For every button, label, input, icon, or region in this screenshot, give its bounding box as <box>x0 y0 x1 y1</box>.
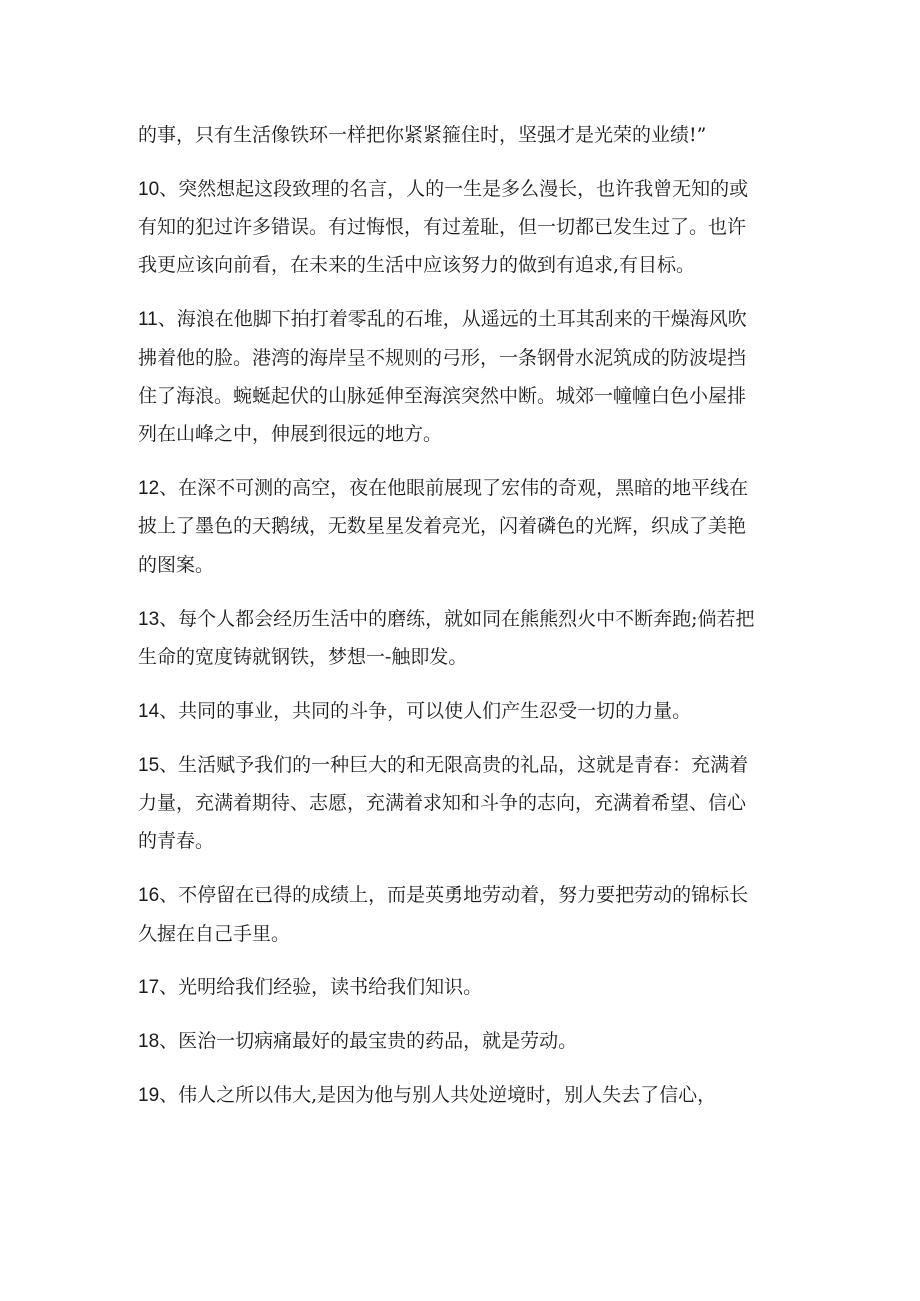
text-line: 16、不停留在已得的成绩上，而是英勇地劳动着，努力要把劳动的锦标长 <box>138 884 749 907</box>
paragraph-14 <box>138 692 798 730</box>
text-line: 的图案。 <box>138 553 215 576</box>
paragraph-18 <box>138 1022 798 1060</box>
document-body <box>138 116 798 1114</box>
item-number: 11 <box>138 309 158 331</box>
text-line: 13、每个人都会经历生活中的磨练，就如同在熊熊烈火中不断奔跑;倘若把 <box>138 607 755 630</box>
text-line: 久握在自己手里。 <box>138 922 291 945</box>
paragraph-15 <box>138 746 798 861</box>
item-number: 15 <box>138 754 160 776</box>
item-number: 12 <box>138 478 160 500</box>
text-line: 11、海浪在他脚下拍打着零乱的石堆，从遥远的土耳其刮来的干燥海风吹 <box>138 308 747 331</box>
text-line: 我更应该向前看，在未来的生活中应该努力的做到有追求,有目标。 <box>138 254 696 277</box>
text-line: 14、共同的事业，共同的斗争，可以使人们产生忍受一切的力量。 <box>138 699 692 722</box>
paragraph-13 <box>138 600 798 677</box>
text-line: 10、突然想起这段致理的名言，人的一生是多么漫长，也许我曾无知的或 <box>138 177 749 200</box>
text-line: 19、伟人之所以伟大,是因为他与别人共处逆境时，别人失去了信心， <box>138 1084 717 1107</box>
text-line: 12、在深不可测的高空，夜在他眼前展现了宏伟的奇观，黑暗的地平线在 <box>138 477 749 500</box>
text-line: 15、生活赋予我们的一种巨大的和无限高贵的礼品，这就是青春：充满着 <box>138 753 749 776</box>
paragraph-continuation <box>138 116 798 154</box>
paragraph-19 <box>138 1076 798 1114</box>
item-number: 18 <box>138 1031 160 1053</box>
item-number: 13 <box>138 608 160 630</box>
text-line: 拂着他的脸。港湾的海岸呈不规则的弓形，一条钢骨水泥筑成的防波堤挡 <box>138 346 747 369</box>
item-number: 14 <box>138 700 160 722</box>
text-line: 力量，充满着期待、志愿，充满着求知和斗争的志向，充满着希望、信心 <box>138 792 747 815</box>
paragraph-12 <box>138 469 798 584</box>
item-number: 17 <box>138 977 160 999</box>
text-line: 生命的宽度铸就钢铁，梦想一-触即发。 <box>138 645 468 668</box>
text-line: 住了海浪。蜿蜒起伏的山脉延伸至海滨突然中断。城郊一幢幢白色小屋排 <box>138 384 747 407</box>
paragraph-10 <box>138 170 798 285</box>
paragraph-16 <box>138 876 798 953</box>
text-line: 列在山峰之中，伸展到很远的地方。 <box>138 423 443 446</box>
item-number: 19 <box>138 1085 160 1107</box>
text-line: 17、光明给我们经验，读书给我们知识。 <box>138 976 483 999</box>
text-line: 的事，只有生活像铁环一样把你紧紧箍住时，坚强才是光荣的业绩!” <box>138 124 707 146</box>
item-number: 10 <box>138 178 160 200</box>
item-number: 16 <box>138 885 160 907</box>
paragraph-11 <box>138 300 798 453</box>
paragraph-17 <box>138 968 798 1006</box>
text-line: 的青春。 <box>138 830 215 853</box>
text-line: 18、医治一切病痛最好的最宝贵的药品，就是劳动。 <box>138 1030 578 1053</box>
text-line: 披上了墨色的天鹅绒，无数星星发着亮光，闪着磷色的光辉，织成了美艳 <box>138 515 747 538</box>
text-line: 有知的犯过许多错误。有过悔恨，有过羞耻，但一切都已发生过了。也许 <box>138 216 747 239</box>
